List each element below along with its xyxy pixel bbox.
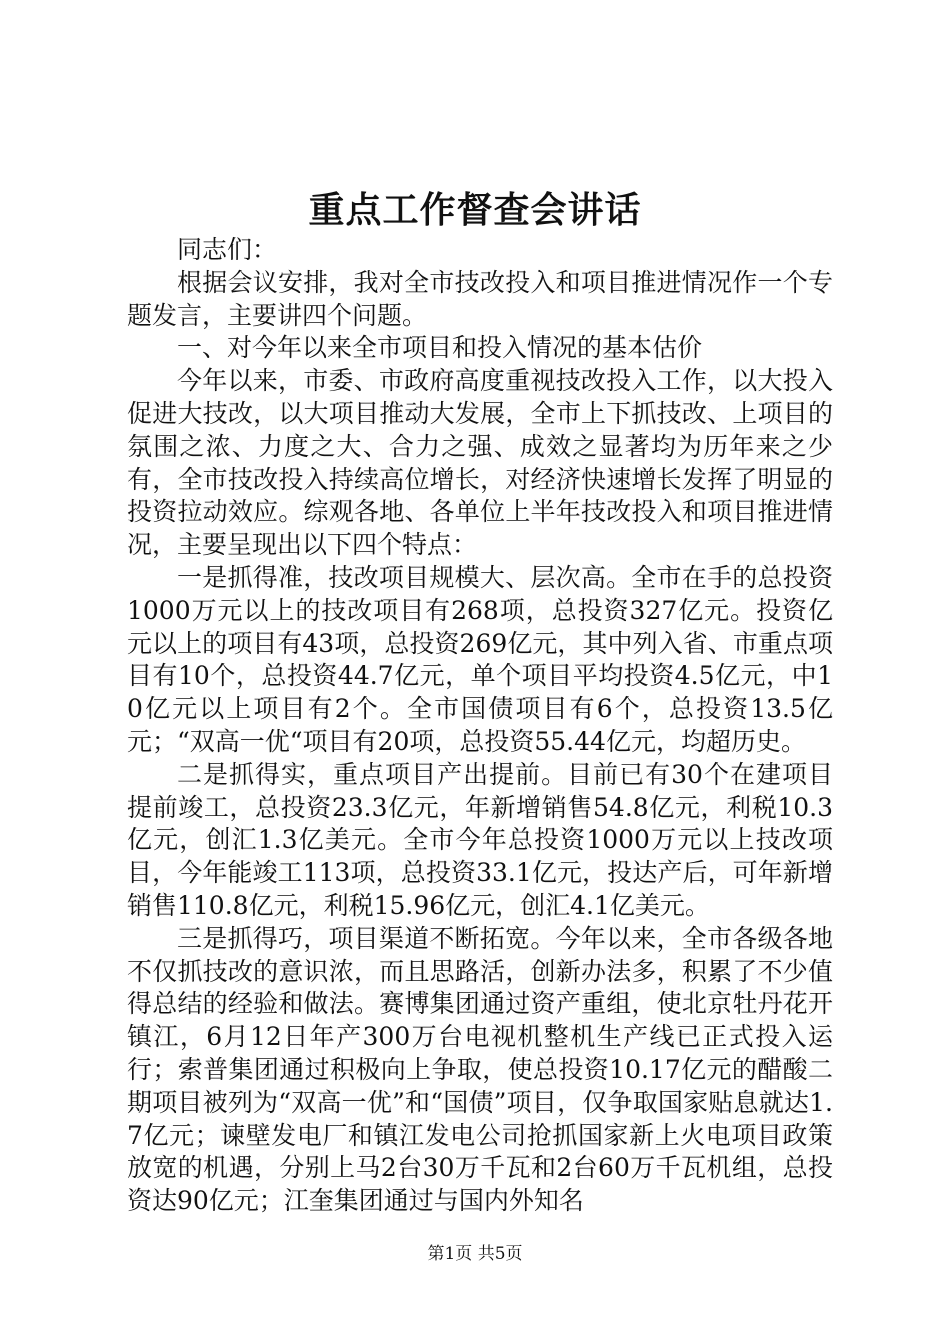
intro-paragraph: 根据会议安排，我对全市技改投入和项目推进情况作一个专题发言，主要讲四个问题。 <box>127 267 833 330</box>
body-paragraph: 三是抓得巧，项目渠道不断拓宽。今年以来，全市各级各地不仅抓技改的意识浓，而且思路活，创新办法多，积累了不少值得总结的经验和做法。赛博集团通过资产重组，使北京牡丹花开镇江，6月12日年产300万台电视机整机生产线已正式投入运行；索普集团通过积极向上争取，使总投资10.17亿元的醋酸二期项目被列为“双高一优”和“国债”项目，仅争取国家贴息就达1.7亿元；谏壁发电厂和镇江发电公司抢抓国家新上火电项目政策放宽的机遇，分别上马2台30万千瓦和2台60万千瓦机组，总投资达90亿元；江奎集团通过与国内外知名 <box>127 923 833 1216</box>
body-paragraph: 二是抓得实，重点项目产出提前。目前已有30个在建项目提前竣工，总投资23.3亿元，年新增销售54.8亿元，利税10.3亿元，创汇1.3亿美元。全市今年总投资1000万元以上技改项目，今年能竣工113项，总投资33.1亿元，投达产后，可年新增销售110.8亿元，利税15.96亿元，创汇4.1亿美元。 <box>127 759 833 920</box>
document-body <box>127 234 833 1218</box>
section-heading-1: 一、对今年以来全市项目和投入情况的基本估价 <box>177 333 703 363</box>
body-paragraph: 今年以来，市委、市政府高度重视技改投入工作，以大投入促进大技改，以大项目推动大发展，全市上下抓技改、上项目的氛围之浓、力度之大、合力之强、成效之显著均为历年来之少有，全市技改投入持续高位增长，对经济快速增长发挥了明显的投资拉动效应。综观各地、各单位上半年技改投入和项目推进情况，主要呈现出以下四个特点： <box>127 366 833 560</box>
document-title: 重点工作督查会讲话 <box>308 189 642 231</box>
body-paragraph: 一是抓得准，技改项目规模大、层次高。全市在手的总投资1000万元以上的技改项目有268项，总投资327亿元。投资亿元以上的项目有43项，总投资269亿元，其中列入省、市重点项目有10个，总投资44.7亿元，单个项目平均投资4.5亿元，中10亿元以上项目有2个。全市国债项目有6个，总投资13.5亿元；“双高一优“项目有20项，总投资55.44亿元，均超历史。 <box>127 562 833 756</box>
salutation-paragraph: 同志们： <box>177 235 278 264</box>
page-footer: 第1页 共5页 <box>427 1244 523 1264</box>
